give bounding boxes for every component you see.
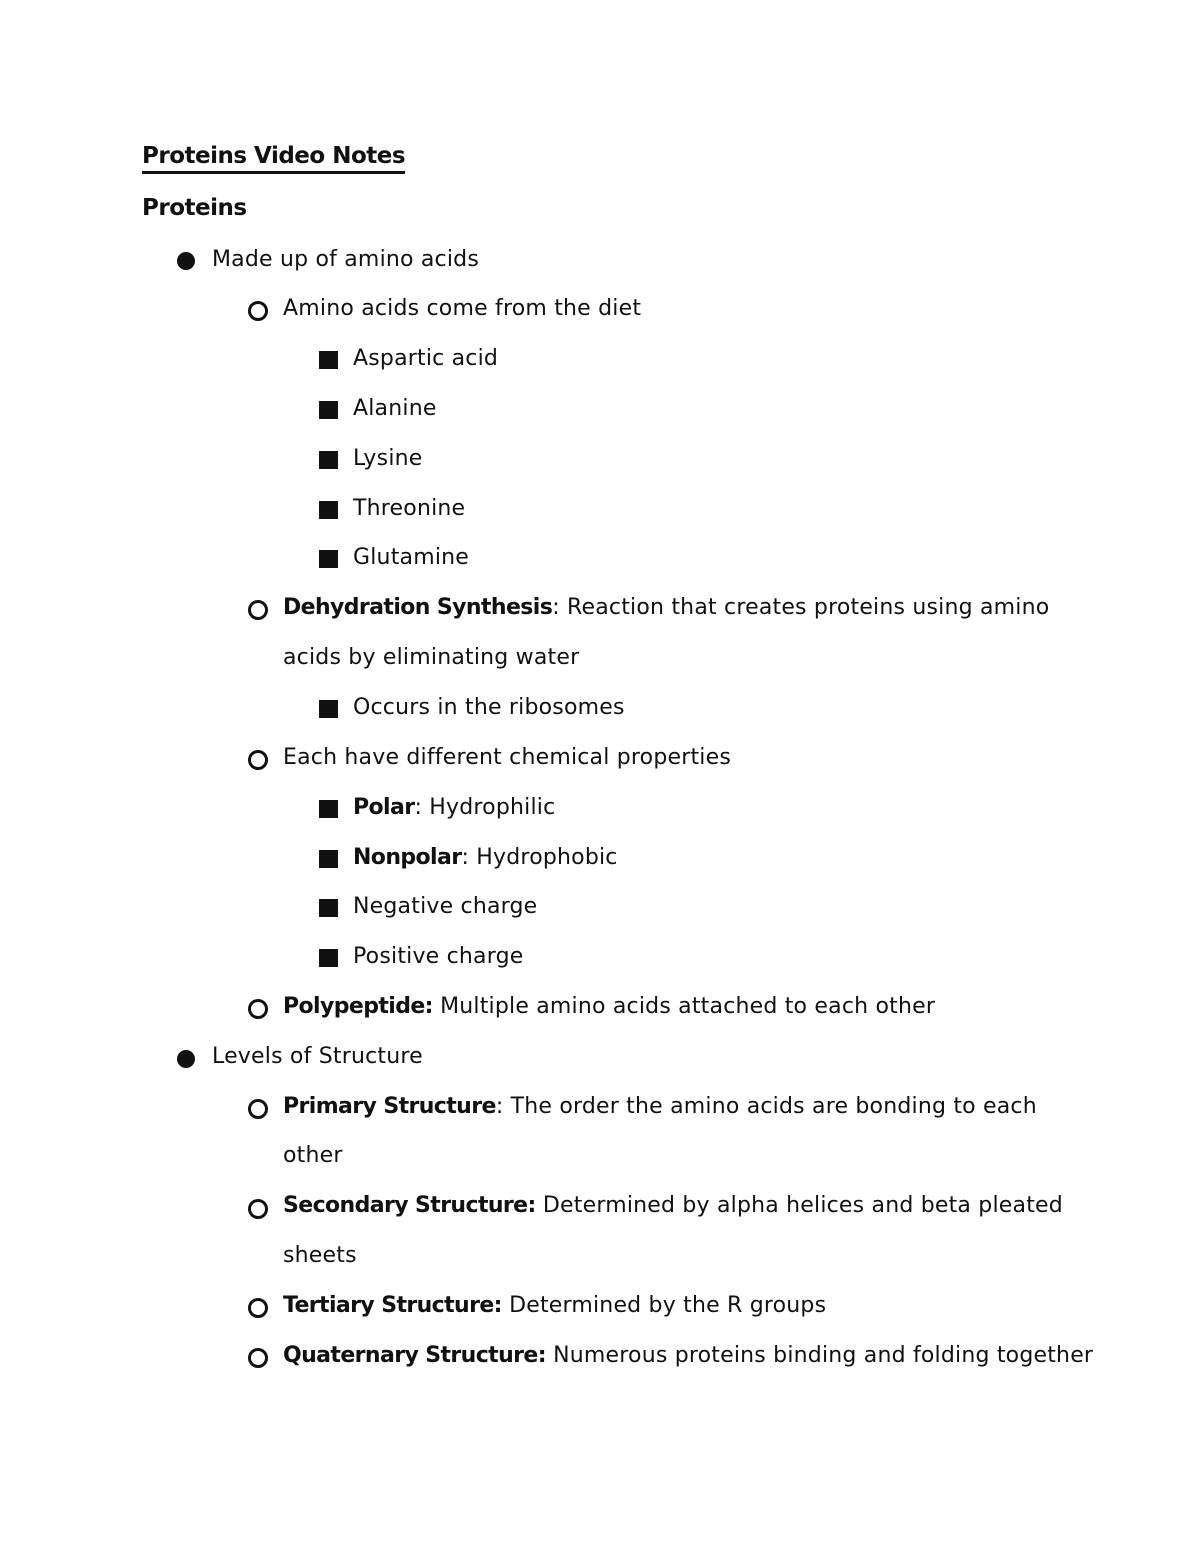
list-item: Threonine [353, 496, 466, 521]
circle-bullet-icon [248, 1099, 268, 1119]
term-label: Nonpolar [353, 845, 462, 870]
square-bullet-icon [319, 451, 338, 469]
term-label: Polar [353, 795, 415, 820]
definition-text: Multiple amino acids attached to each other [432, 994, 936, 1019]
definition-text: Numerous proteins binding and folding together [545, 1343, 1094, 1368]
section-heading: Proteins [142, 195, 247, 221]
square-bullet-icon [319, 949, 338, 967]
definition-text: : Hydrophobic [461, 845, 618, 870]
list-item [283, 1341, 1093, 1371]
list-item: Each have different chemical properties [283, 745, 732, 770]
definition-text: : Hydrophilic [414, 795, 556, 820]
circle-bullet-icon [248, 1348, 268, 1368]
square-bullet-icon [319, 351, 338, 369]
document-title: Proteins Video Notes [142, 143, 405, 174]
list-item [353, 843, 618, 873]
circle-bullet-icon [248, 999, 268, 1019]
square-bullet-icon [319, 899, 338, 917]
disc-bullet-icon [177, 252, 195, 270]
circle-bullet-icon [248, 1298, 268, 1318]
list-item: Negative charge [353, 894, 538, 919]
square-bullet-icon [319, 700, 338, 718]
list-item: Amino acids come from the diet [283, 296, 642, 321]
list-item [283, 1291, 826, 1321]
definition-text: Determined by alpha helices and beta pleated [535, 1193, 1063, 1218]
circle-bullet-icon [248, 750, 268, 770]
list-item: Positive charge [353, 944, 524, 969]
list-item: Made up of amino acids [212, 247, 479, 272]
list-item: Aspartic acid [353, 346, 499, 371]
circle-bullet-icon [248, 600, 268, 620]
list-item-continuation: sheets [283, 1243, 357, 1268]
list-item: Alanine [353, 396, 437, 421]
term-label: Secondary Structure: [283, 1193, 536, 1218]
definition-text: : The order the amino acids are bonding to each [495, 1094, 1037, 1119]
list-item-continuation: other [283, 1143, 343, 1168]
square-bullet-icon [319, 401, 338, 419]
list-item: Lysine [353, 446, 423, 471]
term-label: Dehydration Synthesis [283, 595, 553, 620]
list-item [353, 793, 555, 823]
square-bullet-icon [319, 550, 338, 568]
definition-text: : Reaction that creates proteins using amino [552, 595, 1050, 620]
list-item [283, 992, 935, 1022]
square-bullet-icon [319, 850, 338, 868]
square-bullet-icon [319, 800, 338, 818]
term-label: Tertiary Structure: [283, 1293, 502, 1318]
term-label: Polypeptide: [283, 994, 433, 1019]
term-label: Primary Structure [283, 1094, 496, 1119]
list-item: Glutamine [353, 545, 470, 570]
list-item [283, 1191, 1063, 1221]
square-bullet-icon [319, 501, 338, 519]
list-item: Levels of Structure [212, 1044, 423, 1069]
circle-bullet-icon [248, 301, 268, 321]
definition-text: Determined by the R groups [501, 1293, 827, 1318]
disc-bullet-icon [177, 1050, 195, 1068]
list-item: Occurs in the ribosomes [353, 695, 625, 720]
list-item [283, 1092, 1037, 1122]
list-item [283, 593, 1049, 623]
term-label: Quaternary Structure: [283, 1343, 546, 1368]
list-item-continuation: acids by eliminating water [283, 645, 580, 670]
circle-bullet-icon [248, 1199, 268, 1219]
